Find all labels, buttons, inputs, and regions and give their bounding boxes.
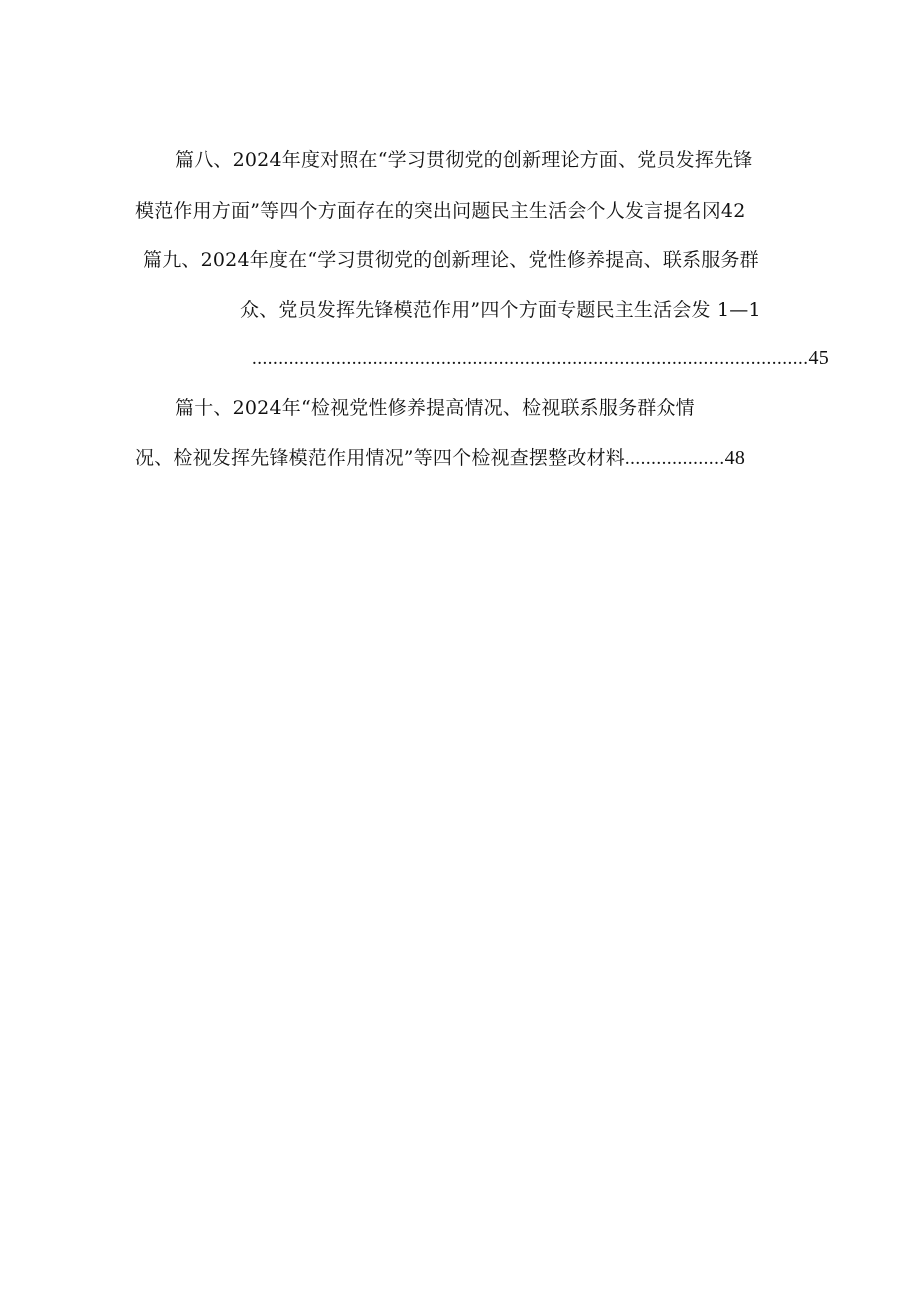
- toc-entry-10-line-2-wrap: [135, 446, 745, 471]
- toc-entry-9-line-1: 篇九、2024年度在“学习贯彻党的创新理论、党性修养提高、联系服务群: [143, 249, 759, 271]
- toc-entry-9-line-2: 众、党员发挥先锋模范作用”四个方面专题民主生活会发 1—1: [240, 299, 761, 321]
- toc-entry-9-leader: [252, 346, 829, 371]
- toc-entry-8-line-1: 篇八、2024年度对照在“学习贯彻党的创新理论方面、党员发挥先锋: [175, 149, 753, 171]
- toc-entry-10-dots: ...................: [624, 448, 725, 469]
- toc-entry-10-page-number: 48: [724, 447, 746, 469]
- toc-entry-10-line-2: 况、检视发挥先锋模范作用情况”等四个检视查摆整改材料: [135, 447, 625, 469]
- toc-entry-8-line-2: 模范作用方面”等四个方面存在的突出问题民主生活会个人发言提名冈42: [135, 200, 746, 222]
- toc-entry-10-line-1: 篇十、2024年“检视党性修养提高情况、检视联系服务群众情: [175, 397, 695, 419]
- toc-entry-9-dots: ..........................................................................................................: [252, 348, 809, 369]
- toc-entry-9-page-number: 45: [808, 347, 829, 369]
